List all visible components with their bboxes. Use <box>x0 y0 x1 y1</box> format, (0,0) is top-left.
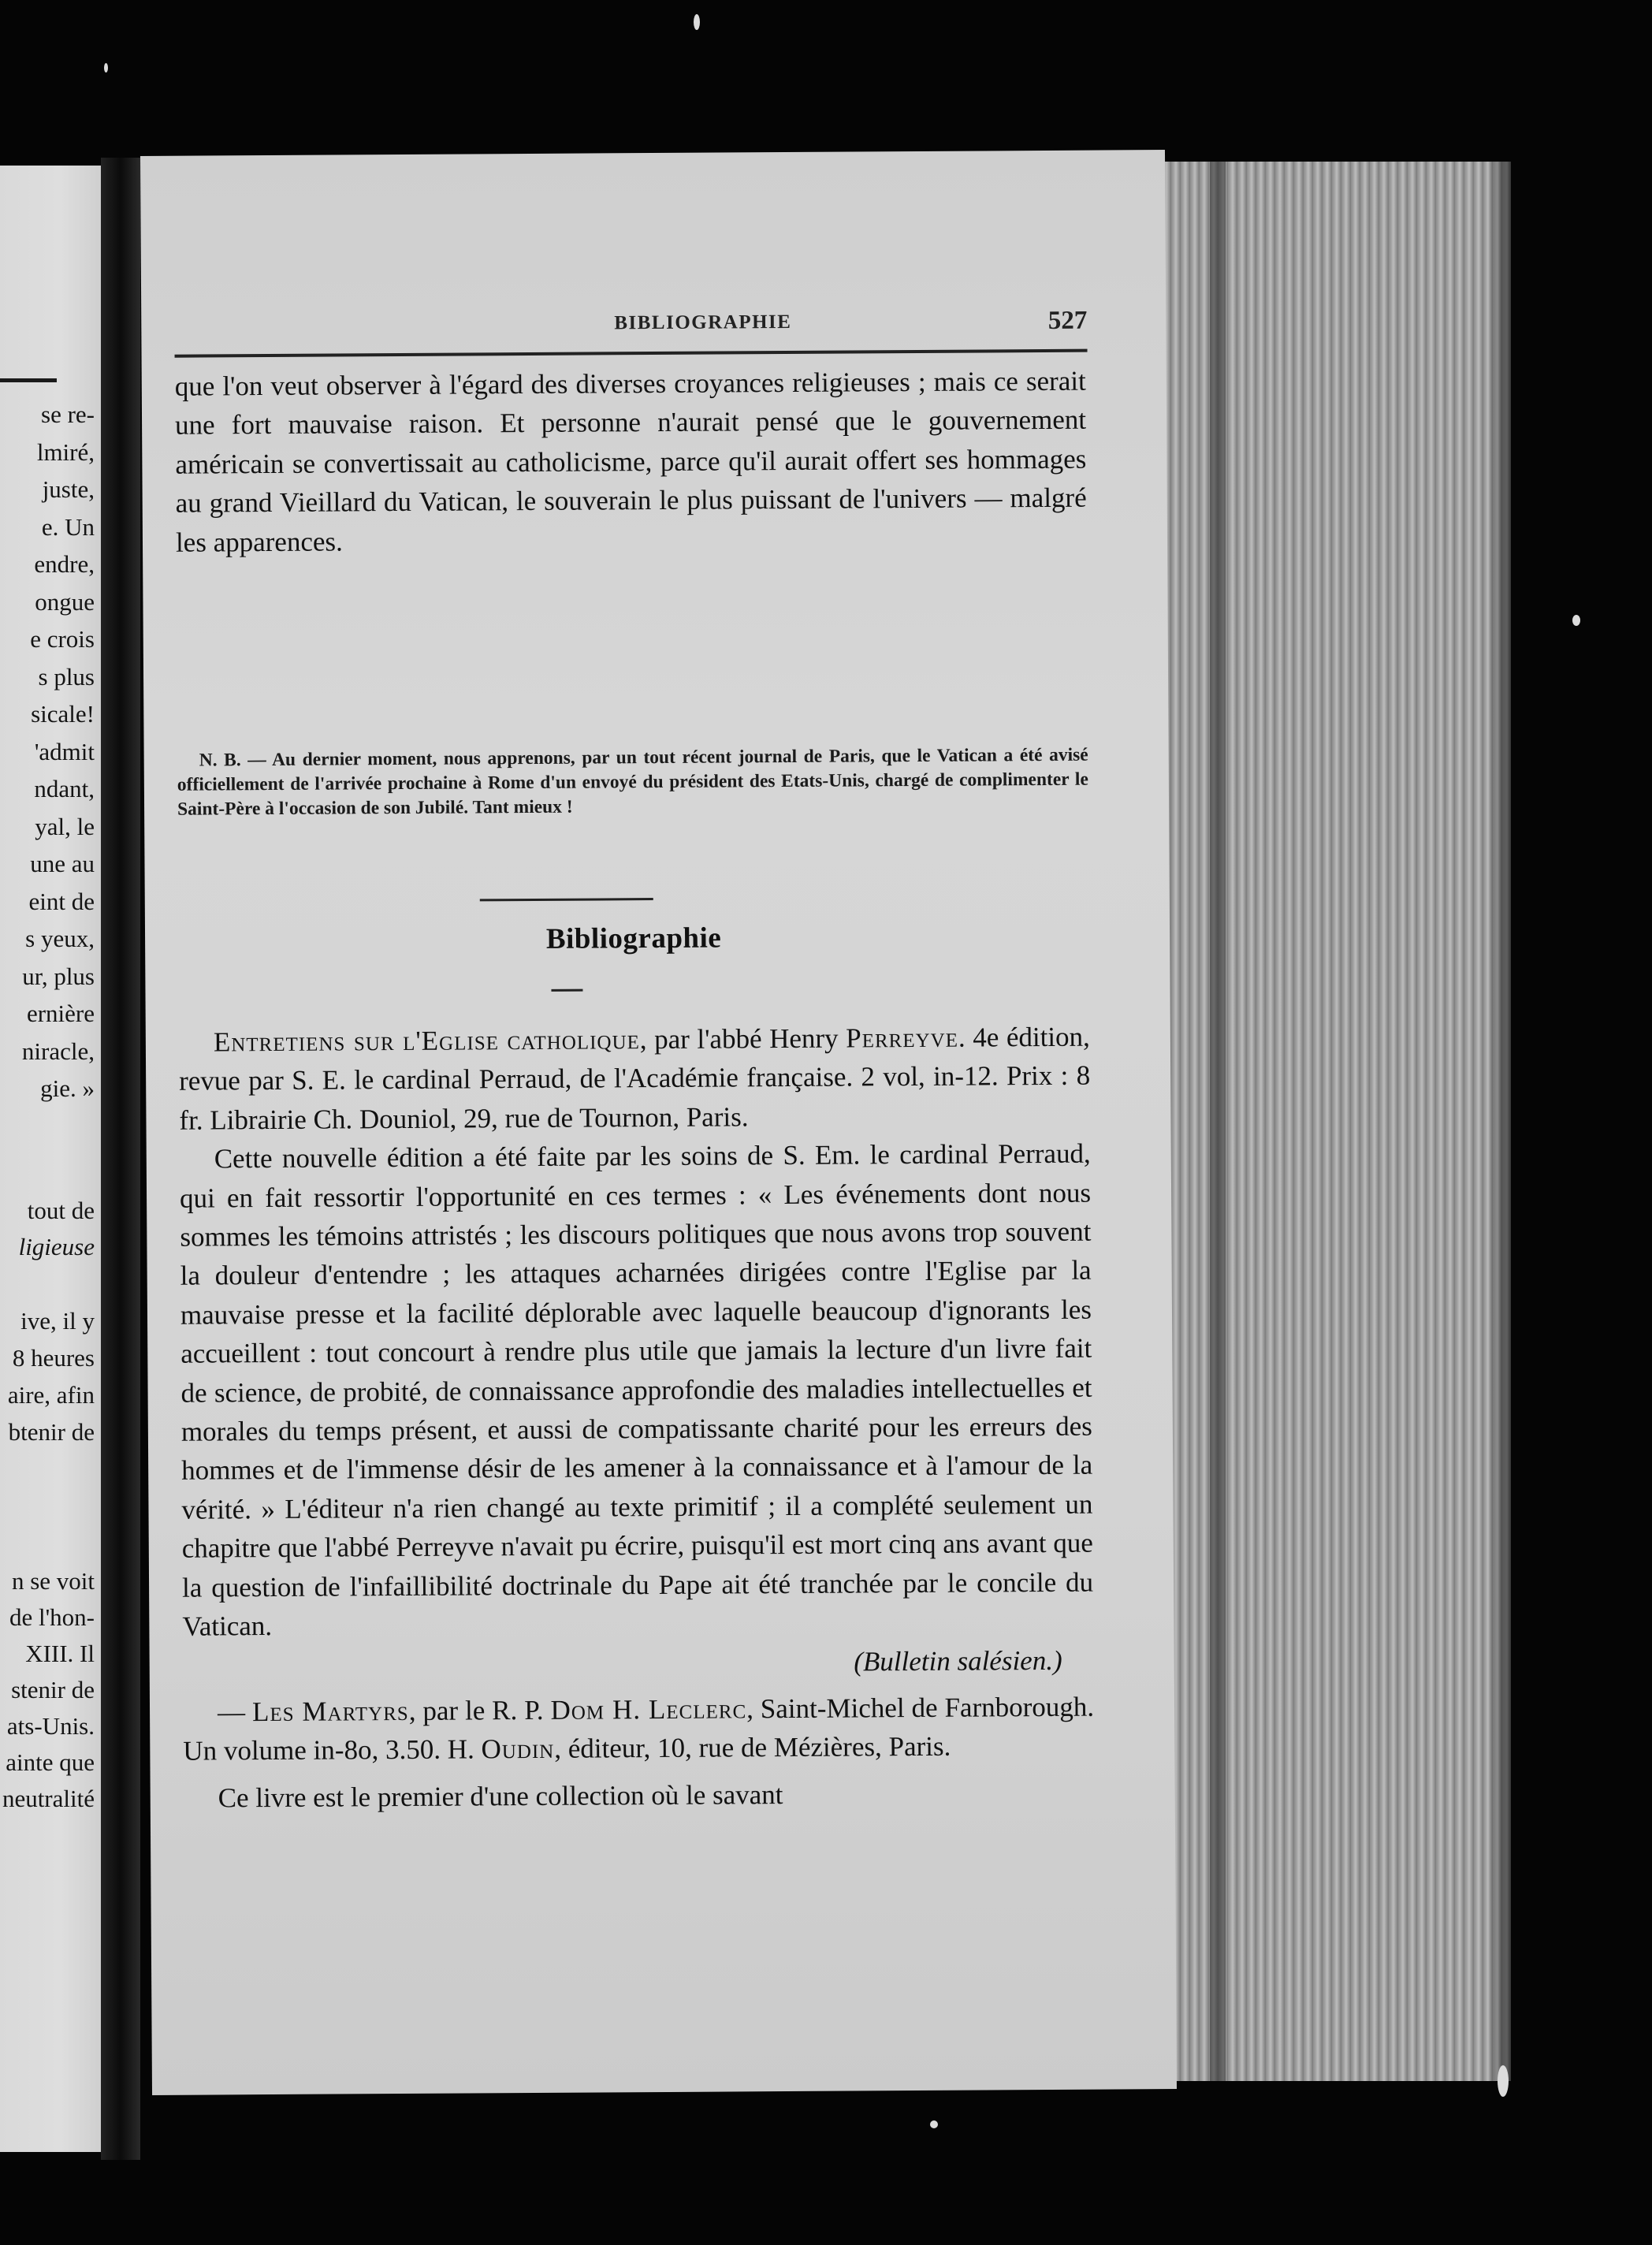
page-edges <box>1152 162 1511 2081</box>
entry-title: Les Martyrs <box>251 1695 409 1728</box>
entry-publisher: Oudin <box>481 1733 555 1765</box>
facing-page-line: n se voit <box>11 1567 95 1595</box>
dust-speck <box>694 14 700 30</box>
facing-page-line: gie. » <box>40 1074 95 1102</box>
entry-details-end: , éditeur, 10, rue de Mézières, Paris. <box>554 1731 951 1765</box>
facing-page-line: aire, afin <box>7 1381 95 1409</box>
facing-page-line: 8 heures <box>12 1344 95 1372</box>
facing-page-line: tout de <box>27 1197 95 1224</box>
editorial-note <box>177 743 1089 823</box>
facing-page-line: yal, le <box>35 812 95 840</box>
facing-page-line: s plus <box>38 662 95 691</box>
entry-citation <box>179 1018 1091 1140</box>
facing-page-line: ur, plus <box>22 962 95 990</box>
dust-speck <box>1498 2065 1509 2097</box>
entry-source: (Bulletin salésien.) <box>854 1644 1062 1677</box>
entry-details: . 4e édition, revue par S. E. le cardinal Perraud, de l'Académie française. 2 vol, in-12. Prix : 8 fr. Librairie Ch. Douniol, 29, rue de Tournon, Paris. <box>179 1021 1091 1136</box>
facing-page-line: btenir de <box>8 1418 95 1446</box>
section-title: Bibliographie <box>545 921 722 955</box>
entry-by: , par l'abbé Henry <box>639 1022 846 1055</box>
facing-page-line: ongue <box>35 587 95 616</box>
facing-page-line: ligieuse <box>18 1233 95 1260</box>
book-gutter <box>101 158 140 2160</box>
facing-page-line: sicale! <box>31 700 95 728</box>
facing-page-line: stenir de <box>11 1676 95 1703</box>
page-shadow <box>1210 162 1226 2081</box>
header-rule <box>175 349 1088 358</box>
entry-details: , Saint-Michel de Farnborough. Un volume in-8o, 3.50. H. <box>183 1691 1095 1767</box>
entry-review: Cette nouvelle édition a été faite par les soins de S. Em. le cardinal Perraud, qui en fait ressortir l'opportunité en ces termes : « Les événements dont nous sommes les témoins attristés ; les discours politiques que nous avons trop souvent la douleur d'entendre ; les attaques acharnées dirigées contre l'Eglise par la mauvaise presse et la facilité déplorable avec laquelle beaucoup d'ignorants les accueillent : tout concourt à rendre plus utile que jamais la lecture d'un livre fait de science, de probité, de connaissance approfondie des maladies intellectuelles et morales du temps présent, et aussi de compatissante charité pour les erreurs des hommes et de l'immense désir de les amener à la connaissance et à l'amour de la vérité. » L'éditeur n'a rien changé au texte primitif ; il a complété seulement un chapitre que l'abbé Perreyve n'avait pu écrire, puisqu'il est mort cinq ans avant que la question de l'infaillibilité doctrinale du Pape ait été tranchée par le concile du Vatican. <box>179 1137 1094 1642</box>
entry-by: , par le R. P. <box>408 1694 551 1726</box>
facing-page-line: s yeux, <box>25 925 95 952</box>
facing-page-line: se re- <box>41 400 95 428</box>
running-title: BIBLIOGRAPHIE <box>614 311 792 334</box>
facing-page-line: une au <box>30 850 95 877</box>
entry-review: Ce livre est le premier d'une collection où le savant <box>218 1778 783 1814</box>
entry-author: Perreyve <box>846 1022 959 1054</box>
facing-page-line: juste, <box>42 475 95 503</box>
facing-page-line: XIII. Il <box>25 1640 95 1667</box>
continuation-text: que l'on veut observer à l'égard des diverses croyances religieuses ; mais ce serait une fort mauvaise raison. Et personne n'aurait pensé que le gouvernement américain se convertissait au catholicisme, parce qu'il aurait offert ses hommages au grand Vieillard du Vatican, le souverain le plus puissant de l'univers — malgré les apparences. <box>174 365 1087 558</box>
facing-page-line: ernière <box>26 1000 95 1027</box>
facing-page-line: endre, <box>34 550 95 578</box>
facing-page-line: neutralité <box>2 1785 95 1812</box>
facing-page-line: ive, il y <box>20 1307 95 1335</box>
dust-speck <box>104 63 108 73</box>
facing-page-line: e crois <box>30 625 95 653</box>
facing-page-line: 'admit <box>34 737 95 765</box>
section-separator <box>480 898 653 901</box>
dust-speck <box>930 2120 938 2128</box>
facing-page-line: niracle, <box>21 1037 95 1065</box>
facing-page-line: lmiré, <box>36 437 95 466</box>
facing-page-left <box>0 166 101 2152</box>
book-page <box>140 150 1177 2095</box>
running-head <box>173 307 1087 344</box>
dust-speck <box>1572 615 1580 626</box>
facing-page-line: ainte que <box>6 1748 95 1776</box>
note-text: N. B. — Au dernier moment, nous apprenons, par un tout récent journal de Paris, que le Vatican a été avisé officiellement de l'arrivée prochaine à Rome d'un envoyé du président des Etats-Unis, chargé de complimenter le Saint-Père à l'occasion de son Jubilé. Tant mieux ! <box>177 744 1088 821</box>
facing-page-line: e. Un <box>41 512 95 541</box>
bibliography-entries <box>179 1018 1095 1818</box>
entry-dash: — <box>217 1696 253 1728</box>
facing-page-line: de l'hon- <box>9 1603 95 1631</box>
entry-title: Entretiens sur l'Eglise catholique <box>213 1024 640 1058</box>
continuation-paragraph <box>175 362 1087 562</box>
title-dash <box>551 989 582 992</box>
entry-citation <box>183 1688 1095 1771</box>
facing-page-rule <box>0 378 57 382</box>
facing-page-line: ndant, <box>34 775 95 802</box>
facing-page-line: eint de <box>28 887 95 915</box>
entry-author: Dom H. Leclerc <box>550 1693 747 1726</box>
facing-page-line: ats-Unis. <box>6 1712 95 1740</box>
page-number: 527 <box>1047 306 1088 335</box>
